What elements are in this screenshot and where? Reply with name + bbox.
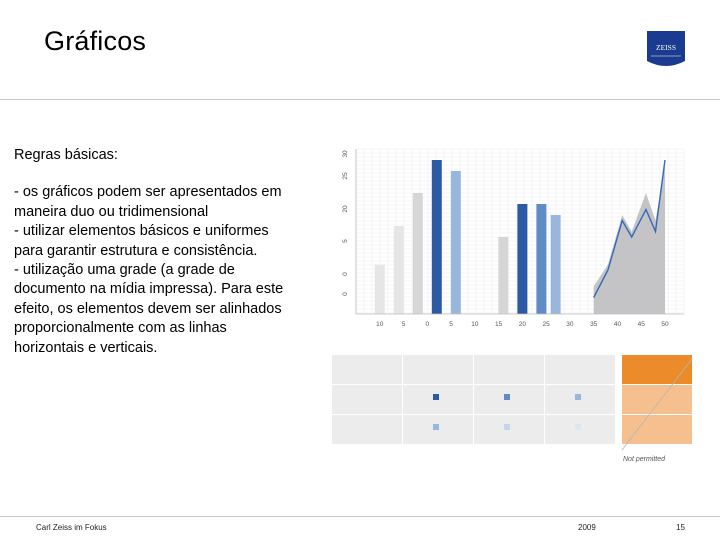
chart-area bbox=[594, 166, 665, 315]
color-swatch bbox=[575, 424, 581, 430]
x-tick-label: 50 bbox=[661, 321, 669, 328]
y-tick-label: 0 bbox=[342, 272, 349, 276]
body-line: horizontais e verticais. bbox=[14, 339, 158, 356]
zeiss-logo-text: ZEISS bbox=[655, 43, 677, 52]
chart-bar bbox=[394, 226, 404, 314]
chart-bar bbox=[413, 193, 423, 314]
body-line: efeito, os elementos devem ser alinhados bbox=[14, 300, 282, 317]
example-chart bbox=[332, 137, 692, 335]
matrix-cell bbox=[403, 355, 473, 384]
matrix-cell-orange bbox=[622, 355, 692, 384]
chart-bar bbox=[375, 265, 385, 315]
color-swatch bbox=[504, 394, 510, 400]
x-tick-label: 30 bbox=[566, 321, 574, 328]
x-tick-label: 10 bbox=[471, 321, 479, 328]
color-swatch bbox=[504, 424, 510, 430]
x-tick-label: 45 bbox=[637, 321, 645, 328]
matrix-cell bbox=[332, 415, 402, 444]
x-tick-label: 20 bbox=[518, 321, 526, 328]
chart-bar bbox=[536, 204, 546, 314]
footer-page-number: 15 bbox=[676, 523, 685, 532]
not-permitted-note: Not permitted bbox=[623, 456, 666, 463]
zeiss-logo bbox=[647, 31, 685, 67]
matrix-cell-orange bbox=[622, 385, 692, 414]
x-tick-label: 0 bbox=[425, 321, 430, 328]
body-line: - os gráficos podem ser apresentados em bbox=[14, 184, 282, 201]
body-line: maneira duo ou tridimensional bbox=[14, 203, 209, 220]
y-tick-label: 30 bbox=[342, 150, 349, 158]
x-tick-label: 15 bbox=[494, 321, 503, 328]
y-tick-label: 25 bbox=[342, 172, 349, 180]
matrix-cell bbox=[332, 355, 402, 384]
y-tick-label: 5 bbox=[342, 239, 349, 243]
chart-bar bbox=[498, 237, 508, 314]
body-text bbox=[14, 146, 320, 358]
matrix-cell bbox=[474, 355, 544, 384]
section-heading: Regras básicas: bbox=[14, 147, 118, 163]
body-line: - utilização uma grade (a grade de bbox=[14, 262, 235, 279]
footer-year: 2009 bbox=[578, 523, 596, 532]
title-divider bbox=[0, 99, 720, 100]
body-line: proporcionalmente com as linhas bbox=[14, 320, 227, 337]
chart-bar bbox=[517, 204, 527, 314]
x-tick-label: 40 bbox=[613, 321, 622, 328]
matrix-cell-orange bbox=[622, 415, 692, 444]
x-tick-label: 10 bbox=[376, 321, 384, 328]
matrix-cell bbox=[332, 385, 402, 414]
body-line: - utilizar elementos básicos e uniformes bbox=[14, 223, 269, 240]
color-swatch bbox=[433, 424, 439, 430]
x-tick-label: 5 bbox=[401, 321, 406, 328]
color-matrix bbox=[332, 355, 692, 455]
x-tick-label: 5 bbox=[449, 321, 453, 328]
y-tick-label: 20 bbox=[342, 205, 349, 213]
y-tick-label: 0 bbox=[342, 292, 349, 296]
footer-company: Carl Zeiss im Fokus bbox=[36, 523, 107, 532]
color-swatch bbox=[575, 394, 581, 400]
x-tick-label: 25 bbox=[542, 321, 550, 328]
x-tick-label: 35 bbox=[590, 321, 598, 328]
slide-title: Gráficos bbox=[44, 26, 147, 56]
chart-bar bbox=[432, 160, 442, 314]
footer-divider bbox=[0, 516, 720, 517]
matrix-cell bbox=[545, 355, 615, 384]
body-line: documento na mídia impressa). Para este bbox=[14, 281, 284, 298]
chart-bar bbox=[551, 215, 561, 314]
chart-bar bbox=[451, 171, 461, 314]
body-line: para garantir estrutura e consistência. bbox=[14, 242, 258, 259]
color-swatch bbox=[433, 394, 439, 400]
